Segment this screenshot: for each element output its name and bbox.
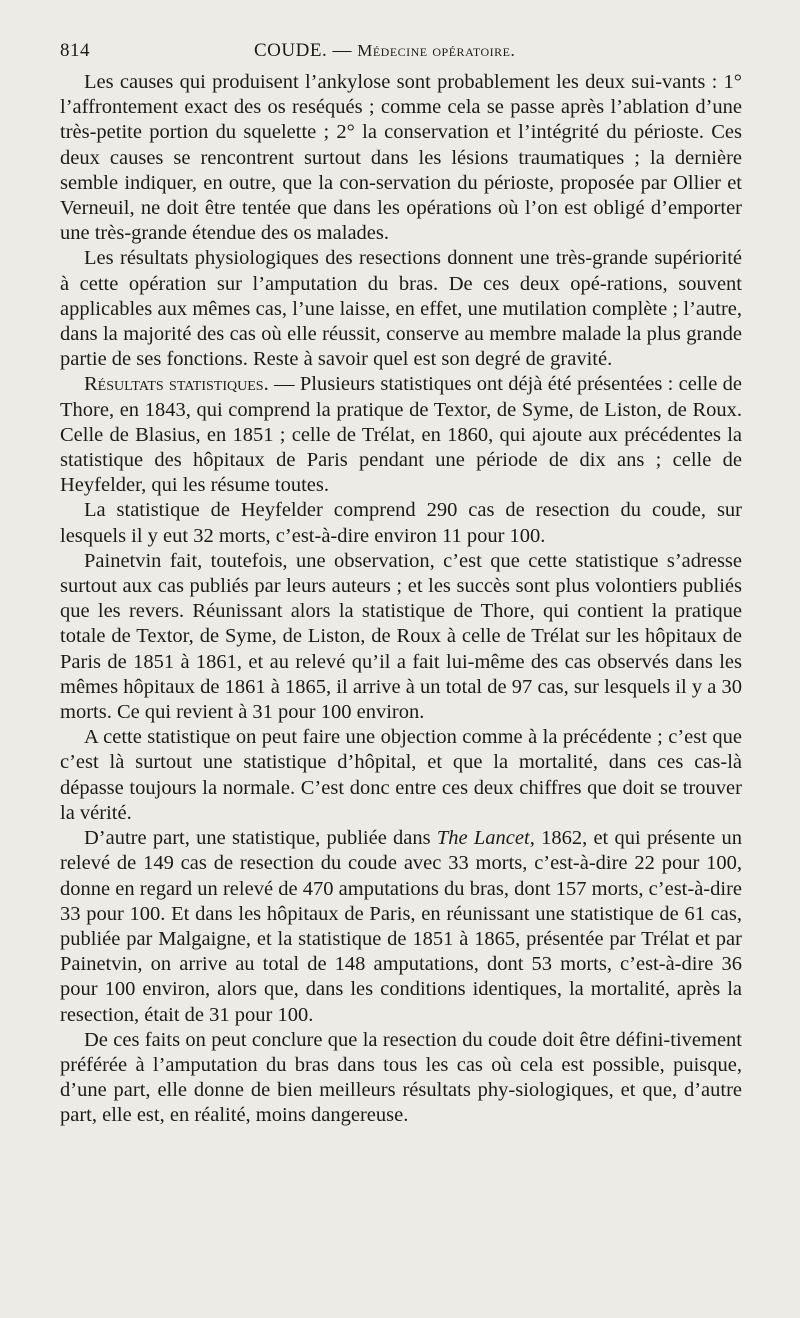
- running-header: [60, 40, 742, 70]
- paragraph-text: Les causes qui produisent l’ankylose sont probablement les deux sui-vants : 1° l’affrontement exact des os reséqués ; comme cela se passe après l’ablation d’une très-petite portion du squelette ; 2° la conservation et l’intégrité du périoste. Ces deux causes se rencontrent surtout dans les lésions traumatiques ; la dernière semble indiquer, en outre, que la con-servation du périoste, proposée par Ollier et Verneuil, ne doit être tentée que dans les opérations où l’on est obligé d’emporter une très-grande étendue des os malades.: [60, 71, 742, 245]
- journal-title: The Lancet: [436, 827, 530, 850]
- paragraph-text: — Plusieurs statistiques ont déjà été présentées : celle de Thore, en 1843, qui comprend la pratique de Textor, de Syme, de Liston, de Roux. Celle de Blasius, en 1851 ; celle de Trélat, en 1860, qui ajoute aux précédentes la statistique des hôpitaux de Paris pendant une période de dix ans ; celle de Heyfelder, qui les résume toutes.: [60, 373, 743, 497]
- paragraph-ankylose: [60, 70, 742, 246]
- paragraph-text: , 1862, et qui présente un relevé de 149 cas de resection du coude avec 33 morts, c’est-à-dire 22 pour 100, donne en regard un relevé de 470 amputations du bras, dont 157 morts, c’est-à-dire 33 pour 100. Et dans les hôpitaux de Paris, en réunissant une statistique de 61 cas, publiée par Malgaigne, et la statistique de 1851 à 1865, présentée par Trélat et par Painetvin, on arrive au total de 148 amputations, dont 53 morts, c’est-à-dire 36 pour 100 environ, alors que, dans les conditions identiques, la mortalité, après la resection, était de 31 pour 100.: [60, 827, 743, 1026]
- running-title: [254, 40, 515, 62]
- paragraph-text: La statistique de Heyfelder comprend 290 cas de resection du coude, sur lesquels il y eut 32 morts, c’est-à-dire environ 11 pour 100.: [60, 499, 742, 547]
- paragraph-resultats-physiologiques: [60, 246, 742, 372]
- running-title-sub: Médecine opératoire.: [357, 41, 516, 60]
- page-number: 814: [60, 40, 90, 61]
- page-body: [60, 70, 742, 1129]
- running-title-dash: —: [327, 40, 358, 61]
- running-title-main: COUDE.: [254, 40, 328, 61]
- paragraph-text: A cette statistique on peut faire une objection comme à la précédente ; c’est que c’est là surtout une statistique d’hôpital, et que la mortalité, dans ces cas-là dépasse toujours la normale. C’est donc entre ces deux chiffres que doit se trouver la vérité.: [60, 726, 742, 824]
- paragraph-text: De ces faits on peut conclure que la resection du coude doit être défini-tivement préférée à l’amputation du bras dans tous les cas où cela est possible, puisque, d’une part, elle donne de bien meilleurs résultats phy-siologiques, et que, d’autre part, elle est, en réalité, moins dangereuse.: [60, 1028, 742, 1127]
- paragraph-heyfelder: [60, 498, 742, 548]
- paragraph-lancet: [60, 826, 742, 1028]
- paragraph-painetvin: [60, 549, 742, 725]
- paragraph-text: Les résultats physiologiques des resections donnent une très-grande supériorité à cette opération sur l’amputation du bras. De ces deux opé-rations, souvent applicables aux mêmes cas, l’une laisse, en effet, une mutilation complète ; l’autre, dans la majorité des cas où elle réussit, conserve au membre malade la plus grande partie de ses fonctions. Reste à savoir quel est son degré de gravité.: [60, 247, 742, 371]
- section-lead: Résultats statistiques.: [84, 373, 269, 396]
- paragraph-text-before: D’autre part, une statistique, publiée dans: [84, 827, 437, 850]
- paragraph-conclusion: [60, 1028, 742, 1129]
- paragraph-resultats-statistiques: [60, 372, 742, 498]
- paragraph-text: Painetvin fait, toutefois, une observation, c’est que cette statistique s’adresse surtout aux cas publiés par leurs auteurs ; et les succès sont plus volontiers publiés que les revers. Réunissant alors la statistique de Thore, qui contient la pratique totale de Textor, de Syme, de Liston, de Roux à celle de Trélat sur les hôpitaux de Paris de 1851 à 1861, et au relevé qu’il a fait lui-même des cas observés dans les mêmes hôpitaux de 1861 à 1865, il arrive à un total de 97 cas, sur lesquels il y a 30 morts. Ce qui revient à 31 pour 100 environ.: [60, 549, 742, 724]
- paragraph-objection: [60, 725, 742, 826]
